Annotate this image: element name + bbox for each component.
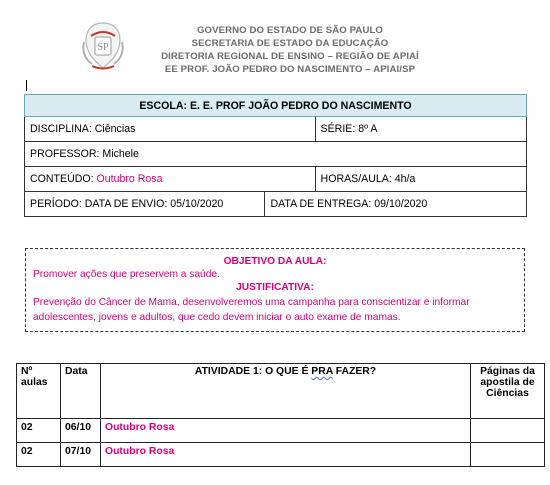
row-topic: Outubro Rosa: [101, 443, 471, 467]
row-pages: [471, 419, 545, 443]
objective-box: [25, 248, 525, 332]
hours-cell: HORAS/AULA: 4h/a: [315, 167, 526, 192]
content-value: Outubro Rosa: [96, 173, 163, 185]
header-line-school: EE PROF. JOÃO PEDRO DO NASCIMENTO – APIAI/SP: [164, 64, 416, 75]
seal-letters: SP: [97, 42, 109, 53]
delivery-date-cell: DATA DE ENTREGA: 09/10/2020: [265, 192, 527, 217]
col-header-date: Data: [61, 364, 101, 419]
content-label: CONTEÚDO:: [30, 173, 97, 185]
activity-table: [16, 363, 545, 467]
table-row: [17, 419, 545, 443]
objective-title: OBJETIVO DA AULA:: [223, 256, 327, 267]
row-lessons: 02: [17, 419, 61, 443]
justification-title: JUSTIFICATIVA:: [236, 282, 314, 293]
header-line-government: GOVERNO DO ESTADO DE SÃO PAULO: [196, 25, 383, 36]
header-line-secretariat: SECRETARIA DE ESTADO DA EDUCAÇÃO: [191, 38, 389, 49]
discipline-cell: DISCIPLINA: Ciências: [25, 117, 316, 142]
row-date: 07/10: [61, 443, 101, 467]
institution-header: [140, 24, 440, 76]
series-cell: SÉRIE: 8º A: [315, 117, 526, 142]
objective-text: Promover ações que preservem a saúde.: [33, 269, 220, 280]
teacher-cell: PROFESSOR: Michele: [25, 142, 527, 167]
school-info-table: [24, 94, 527, 217]
justification-text: Prevenção do Câncer de Mama, desenvolveremos uma campanha para conscientizar e informar adolescentes, jovens e adultos, que cedo devem iniciar o auto exame de mamas.: [33, 297, 470, 323]
row-lessons: 02: [17, 443, 61, 467]
content-cell: [25, 167, 316, 192]
period-cell: PERÍODO: DATA DE ENVIO: 05/10/2020: [25, 192, 265, 217]
school-name: ESCOLA: E. E. PROF JOÃO PEDRO DO NASCIMENTO: [25, 95, 527, 117]
sao-paulo-seal-icon: [78, 20, 128, 72]
activity-title-word: PRA: [311, 366, 333, 377]
row-topic: Outubro Rosa: [101, 419, 471, 443]
row-pages: [471, 443, 545, 467]
header-line-directorate: DIRETORIA REGIONAL DE ENSINO – REGIÃO DE APIAÍ: [161, 51, 419, 62]
text-cursor: [26, 80, 27, 91]
table-row: [17, 443, 545, 467]
activity-title-suffix: FAZER?: [332, 366, 377, 377]
col-header-pages: Páginas da apostila de Ciências: [471, 364, 545, 419]
activity-title-prefix: ATIVIDADE 1: O QUE É: [194, 366, 312, 377]
row-date: 06/10: [61, 419, 101, 443]
col-header-activity: [101, 364, 471, 419]
col-header-lessons: Nº aulas: [17, 364, 61, 419]
